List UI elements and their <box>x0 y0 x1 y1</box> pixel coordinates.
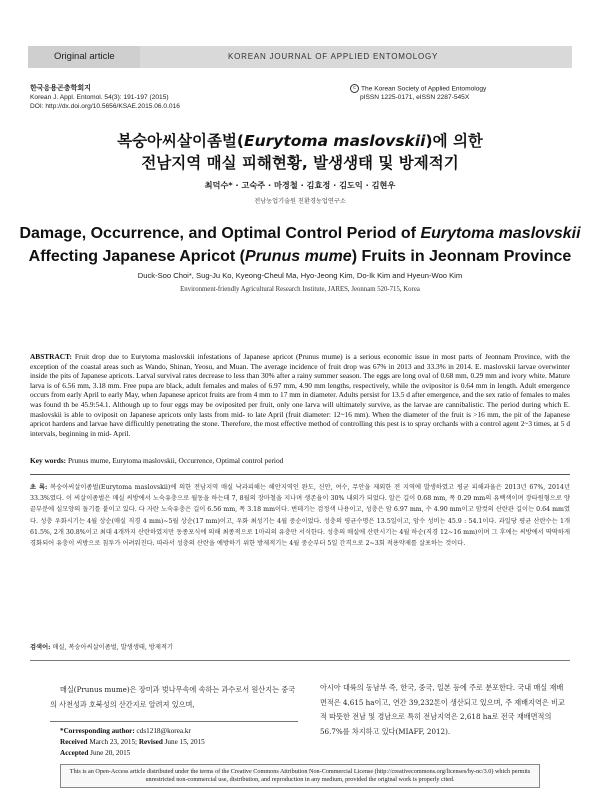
korean-abstract-label: 초 록: <box>30 484 48 491</box>
body-text-right: 아시아 대륙의 동남부 즉, 한국, 중국, 일본 등에 주로 분포한다. 국내 매실 재배면적은 4,615 ha이고, 연간 39,232톤이 생산되고 있으며, 주 재배지역은 비교적 따뜻한 전남 및 경남으로 특히 전남지역은 2,618 ha로 전국 재배면적의 56.7%를 차지하고 있다(MIAFF, 2012). <box>320 683 565 736</box>
divider <box>30 660 570 661</box>
english-title-plant: Prunus mume <box>245 248 352 265</box>
korean-keywords-text: 매실, 복숭아씨살이좀벌, 발생생태, 방제적기 <box>52 644 174 651</box>
english-title <box>0 222 600 268</box>
korean-authors: 최덕수* · 고숙주 · 마경철 · 김효정 · 김도익 · 김현우 <box>204 180 396 190</box>
revised-label: Revised <box>138 738 163 746</box>
copyright-holder: The Korean Society of Applied Entomology <box>361 85 487 93</box>
english-keywords <box>30 456 570 466</box>
body-text-left: 매실(Prunus mume)은 장미과 벚나무속에 속하는 과수로서 원산지는 중국의 사천성과 호북성의 산간지로 알려져 있으며, <box>50 685 296 709</box>
english-affiliation: Environment-friendly Agricultural Research Institute, JARES, Jeonnam 520-715, Korea <box>180 286 420 293</box>
correspondence-block <box>60 726 300 759</box>
copyright-icon: c <box>350 84 359 93</box>
keywords-label: Key words: <box>30 456 67 465</box>
revised-date: June 15, 2015 <box>164 738 205 746</box>
accepted-date: June 20, 2015 <box>90 749 131 757</box>
korean-abstract-text: 복숭아씨살이좀벌(Eurytoma maslovskii)에 의한 전남지역 매실 낙과피해는 해안지역인 완도, 신안, 여수, 무안을 제외한 전 지역에 발생하였고 평균 피해과율은 2013년 67%, 2014년 33.3%였다. 이 씨살이좀벌은 매실 씨방에서 노숙유충으로 월동을 하는데 7, 8월의 장마철을 지나며 생존율이 30% 내외가 되었다. 알은 길이 0.68 mm, 폭 0.29 mm의 유백색이며 장타원형으로 양 끝부분에 실모양의 돌기를 붙이고 있다. 다 자란 노숙유충은 길이 6.56 mm, 폭 3.18 mm이다. 번데기는 검정색 나용이고, 성충은 암 6.97 mm, 수 4.90 mm이고 암컷의 산란관 길이는 0.64 mm였다. 성충 우화시기는 4월 상순(매실 직경 4 mm)~5월 상순(17 mm)이고, 우화 최성기는 4월 중순이었다. 성충의 평균수명은 13.5일이고, 암수 성비는 45.9 : 54.1이다. 과일당 평균 산란수는 1개 61.5%, 2개 30.8%이고 최대 4개까지 산란하였지만 동종포식에 의해 최종적으로 1마리의 유충만 서식한다. 성충의 매실에 산란시기는 4월 하순(직경 12~16 mm)이며 그 후에는 씨방에서 딱딱하게 경화되어 유충이 씨방으로 침투가 어려워진다. 따라서 성충의 산란을 예방하기 위한 방제적기는 4월 중순부터 5일 간격으로 2~3회 적용약제를 살포하는 것이다. <box>30 484 570 548</box>
corresponding-email[interactable]: cds1218@korea.kr <box>136 727 191 735</box>
english-title-part: ) Fruits in Jeonnam Province <box>351 248 572 265</box>
journal-korean-name: 한국응용곤충학회지 <box>30 85 91 92</box>
english-authors: Duck-Soo Choi*, Sug-Ju Ko, Kyeong-Cheul Ma, Hyo-Jeong Kim, Do-Ik Kim and Hyeun-Woo Kim <box>137 271 463 280</box>
divider <box>30 474 570 475</box>
accepted-label: Accepted <box>60 749 89 757</box>
korean-title-part: )에 의한 <box>425 132 483 150</box>
journal-citation: Korean J. Appl. Entomol. 54(3): 191-197 (2015) <box>30 94 169 102</box>
english-abstract <box>30 352 570 438</box>
footnote-divider <box>50 721 298 722</box>
abstract-label: ABSTRACT: <box>30 352 72 361</box>
issn: pISSN 1225-0171, eISSN 2287-545X <box>360 94 470 102</box>
korean-title-species: Eurytoma maslovskii <box>243 132 426 150</box>
received-label: Received <box>60 738 88 746</box>
copyright-block <box>350 84 570 103</box>
article-type-label: Original article <box>28 46 140 68</box>
keywords-text: Prunus mume, Eurytoma maslovskii, Occurrence, Optimal control period <box>67 456 284 465</box>
korean-keywords <box>30 643 570 653</box>
received-date: March 23, 2015; <box>89 738 138 746</box>
korean-title-part: 복숭아씨살이좀벌( <box>117 132 244 150</box>
journal-header-bar <box>28 46 572 68</box>
journal-citation-block <box>30 84 180 112</box>
korean-title <box>0 130 600 174</box>
korean-abstract <box>30 482 570 549</box>
open-access-notice: This is an Open-Access article distributed under the terms of the Creative Commons Attribution Non-Commercial License (http://creativecommons.org/licenses/by-nc/3.0) which permits unrestricted non-commercial use, distribution, and reproduction in any medium, provided the original work is properly cited. <box>60 764 540 788</box>
english-title-species: Eurytoma maslovskii <box>420 225 581 242</box>
corresponding-label: *Corresponding author: <box>60 727 135 735</box>
abstract-text: Fruit drop due to Eurytoma maslovskii infestations of Japanese apricot (Prunus mume) is a serious economic issue in most parts of Jeonnam Province, with the exception of the coastal areas such as Wando, Shinan, Yeosu, and Muan. The average incidence of fruit drop was 67% in 2013 and 33.3% in 2014. E. maslovskii larvae overwinter inside the pits of Japanese apricots. Larval survival rates decrease to less than 30% after a rainy summer season. The eggs are long oval of 0.68 mm, 0.29 mm and ivory white. Mature larva is of 6.56 mm, 3.18 mm. Free pupa are black, adult females and males of 6.97 mm, 4.90 mm lengths, respectively, while the ovipositor is 0.64 mm in length. Adult emergence occurs from early April to early May, when Japanese apricot fruits are from 4 mm to 17 mm in diameter. Adults persist for 13.5 d after emergence, and the sex ratio of females to males was found th be 45.9:54.1. Although up to four eggs may be oviposited per fruit, only one larva will ultimately survive, as the larvae are cannibalistic. The period during which E. maslovskii is able to oviposit on Japanese apricots only lasts from mid- to late April (fruit diameter: 12~16 mm). When the diameter of the fruit is >16 mm, the pit of the Japanese apricot hardens and larvae have difficultly penetrating the stone. Therefore, the most effective method of controlling this pest is to spray orchards with a control agent 2~3 times, at 5 d intervals, beginning in mid- April. <box>30 352 570 438</box>
korean-affiliation: 전남농업기술원 친환경농업연구소 <box>254 198 346 205</box>
doi-link[interactable]: DOI: http://dx.doi.org/10.5656/KSAE.2015.06.0.016 <box>30 103 180 111</box>
korean-keywords-label: 검색어: <box>30 644 51 651</box>
korean-title-line2: 전남지역 매실 피해현황, 발생생태 및 방제적기 <box>141 154 459 172</box>
english-title-part: Affecting Japanese Apricot ( <box>28 248 246 265</box>
journal-name: KOREAN JOURNAL OF APPLIED ENTOMOLOGY <box>228 52 439 61</box>
english-title-part: Damage, Occurrence, and Optimal Control Period of <box>19 225 421 242</box>
